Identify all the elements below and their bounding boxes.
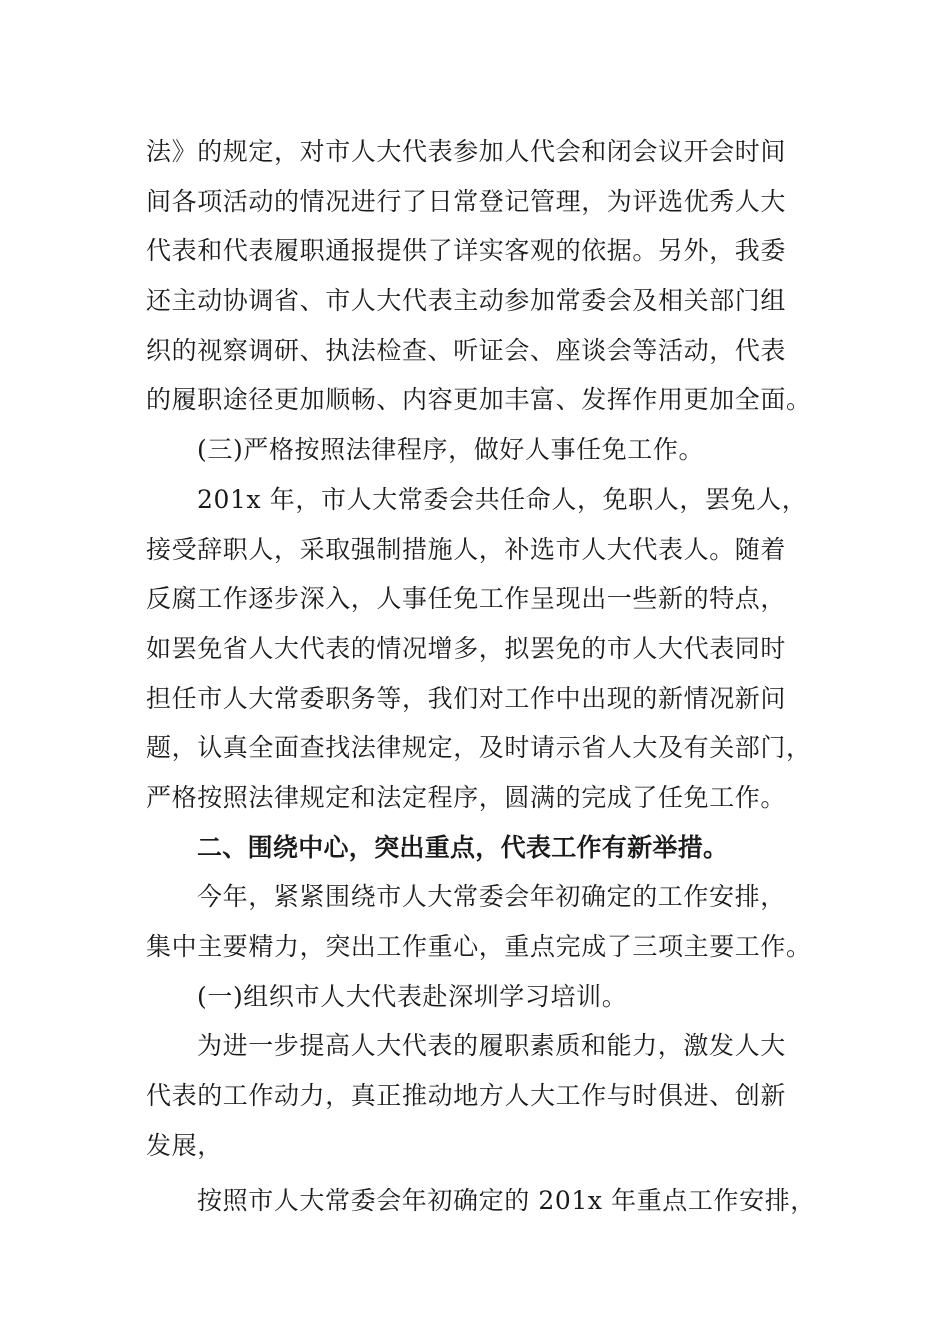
text-line: 今年，紧紧围绕市人大常委会年初确定的工作安排， [197, 882, 786, 912]
text-line: 织的视察调研、执法检查、听证会、座谈会等活动，代表 [146, 335, 787, 365]
text-line: 间各项活动的情况进行了日常登记管理，为评选优秀人大 [146, 186, 787, 216]
text-line: 按照市人大常委会年初确定的 201x 年重点工作安排， [197, 1186, 816, 1216]
text-line: 201x 年，市人大常委会共任命人，免职人，罢免人， [197, 484, 808, 514]
text-line: 题，认真全面查找法律规定，及时请示省人大及有关部门， [146, 733, 812, 763]
text-line: 为进一步提高人大代表的履职素质和能力，激发人大 [197, 1031, 786, 1061]
text-line: 担任市人大常委职务等，我们对工作中出现的新情况新问 [146, 683, 787, 713]
text-line: 还主动协调省、市人大代表主动参加常委会及相关部门组 [146, 286, 787, 316]
body-text [146, 127, 816, 1226]
text-line: 发展， [146, 1130, 223, 1160]
subsection-heading: (三)严格按照法律程序，做好人事任免工作。 [197, 435, 705, 465]
text-line: 接受辞职人，采取强制措施人，补选市人大代表人。随着 [146, 534, 787, 564]
text-line: 如罢免省人大代表的情况增多，拟罢免的市人大代表同时 [146, 633, 787, 663]
text-line: 代表和代表履职通报提供了详实客观的依据。另外，我委 [146, 236, 787, 266]
text-line: 集中主要精力，突出工作重心，重点完成了三项主要工作。 [146, 932, 812, 961]
subsection-heading: (一)组织市人大代表赴深圳学习培训。 [197, 981, 628, 1011]
text-line: 的履职途径更加顺畅、内容更加丰富、发挥作用更加全面。 [146, 385, 812, 415]
text-line: 代表的工作动力，真正推动地方人大工作与时俱进、创新 [146, 1081, 787, 1111]
section-heading: 二、围绕中心，突出重点，代表工作有新举措。 [197, 832, 729, 862]
text-line: 严格按照法律规定和法定程序，圆满的完成了任免工作。 [146, 782, 787, 812]
text-line: 法》的规定，对市人大代表参加人代会和闭会议开会时间 [146, 137, 787, 166]
text-line: 反腐工作逐步深入，人事任免工作呈现出一些新的特点， [146, 584, 787, 614]
